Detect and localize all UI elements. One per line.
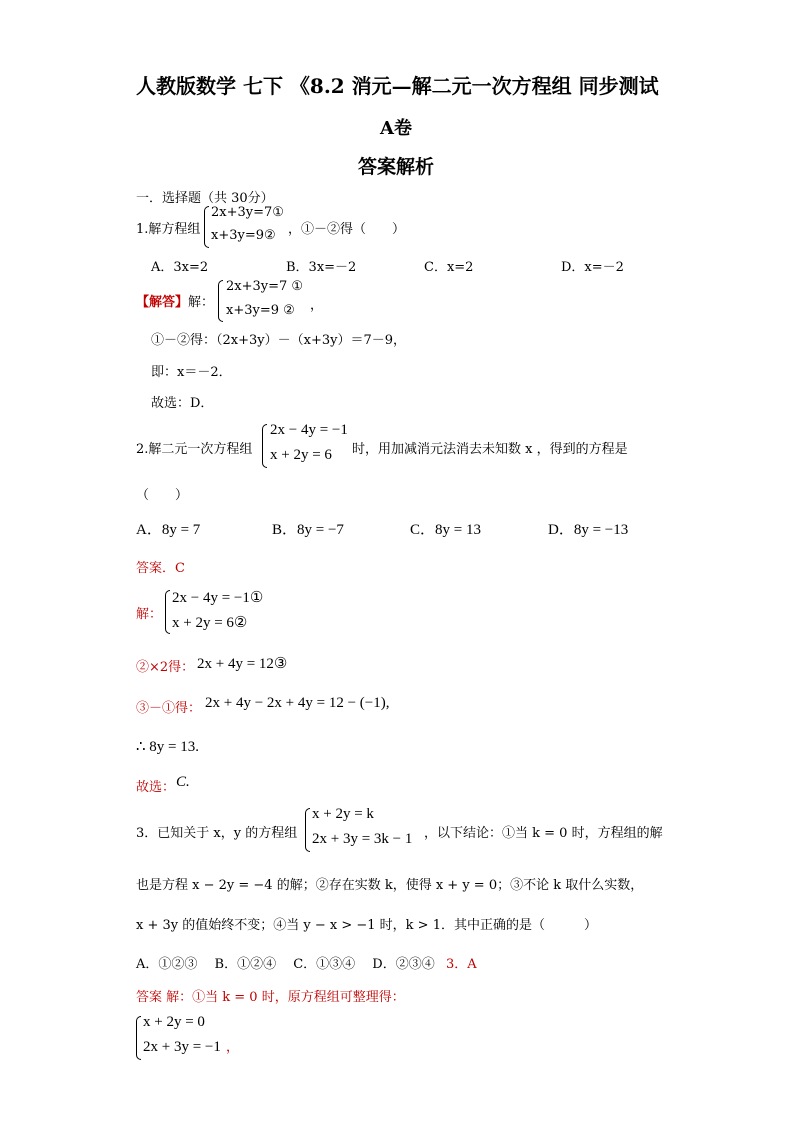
q1-step3: 故选：D． xyxy=(151,396,214,411)
q3-sol-eq2: 2x + 3y = −1 xyxy=(143,1039,221,1055)
q1-answer-brace xyxy=(218,280,223,322)
q2-step1-label: ②×2得： xyxy=(136,660,195,675)
q1-prefix: 1.解方程组 xyxy=(136,222,201,237)
page-title: 人教版数学 七下 《8.2 消元—解二元一次方程组 同步测试 xyxy=(136,74,659,98)
q2-step3: ∴ 8y = 13. xyxy=(136,739,200,755)
q3-sol-eq1: x + 2y = 0 xyxy=(143,1014,205,1030)
q1-option-a: A．3x=2 xyxy=(151,260,209,275)
q2-step2-label: ③－①得： xyxy=(136,701,202,716)
q1-step2: 即：x＝－2． xyxy=(151,365,232,380)
subtitle: 答案解析 xyxy=(358,156,435,178)
q1-eq2: x+3y=9② xyxy=(211,228,276,243)
q3-line2: 也是方程 x − 2y = −4 的解；②存在实数 k，使得 x + y = 0；③不论 k 取什么实数， xyxy=(136,878,644,893)
q2-option-c: C．8y = 13 xyxy=(410,522,481,538)
q3-brace xyxy=(305,808,310,852)
q2-sol-brace xyxy=(165,590,170,634)
q2-option-a: A．8y = 7 xyxy=(136,522,201,538)
q1-ans-comma: ， xyxy=(310,298,324,313)
q3-line3: x + 3y 的值始终不变；④当 y − x > −1 时，k > 1．其中正确的是（ ） xyxy=(136,918,597,933)
q2-brace xyxy=(262,424,267,468)
q1-suffix: ，①－②得（ ） xyxy=(288,222,406,237)
section-heading: 一．选择题（共 30分） xyxy=(136,191,274,206)
q3-eq2: 2x + 3y = 3k − 1 xyxy=(312,831,413,847)
q2-step1-eq: 2x + 4y = 12③ xyxy=(197,656,288,672)
q1-step1: ①－②得：（2x+3y）－（x+3y）＝7－9， xyxy=(151,333,406,348)
q1-option-b: B．3x=－2 xyxy=(286,260,357,275)
q2-prefix: 2.解二元一次方程组 xyxy=(136,442,253,457)
q2-eq2: x + 2y = 6 xyxy=(270,447,332,463)
q1-option-c: C．x=2 xyxy=(424,260,474,275)
q2-answer: 答案．C xyxy=(136,561,185,576)
q2-step2-eq: 2x + 4y − 2x + 4y = 12 − (−1), xyxy=(205,695,390,711)
q3-prefix: 3．已知关于 x，y 的方程组 xyxy=(136,826,298,841)
q3-sol-comma: ， xyxy=(226,1040,240,1055)
q1-ans-eq1: 2x+3y=7 ① xyxy=(226,279,304,294)
q3-answer-num: 3．A xyxy=(446,957,477,972)
q3-suffix: ，以下结论：①当 k = 0 时，方程组的解 xyxy=(424,826,663,841)
q2-eq1: 2x − 4y = −1 xyxy=(270,422,348,438)
q3-sol-brace xyxy=(136,1016,141,1060)
q2-jie: 解： xyxy=(136,607,163,622)
q1-answer-jie: 解： xyxy=(188,295,215,310)
q2-option-b: B．8y = −7 xyxy=(272,522,344,538)
q3-answer-line xyxy=(136,986,405,1005)
q2-sol-eq1: 2x − 4y = −1① xyxy=(172,590,264,606)
q2-step4-val: C. xyxy=(176,774,190,790)
q1-ans-eq2: x+3y=9 ② xyxy=(226,303,295,318)
q2-paren: （ ） xyxy=(136,488,189,503)
q1-brace xyxy=(204,206,209,248)
q2-sol-eq2: x + 2y = 6② xyxy=(172,615,248,631)
q2-suffix: 时，用加减消元法消去未知数 x ，得到的方程是 xyxy=(352,442,628,457)
q1-option-d: D．x=－2 xyxy=(561,260,624,275)
q1-answer-tag: 【解答】 xyxy=(136,295,189,310)
q3-answer-text: 答案 解：①当 k = 0 时，原方程组可整理得： xyxy=(136,990,405,1005)
q3-options: A．①②③ B．①②④ C．①③④ D．②③④ xyxy=(136,957,435,972)
q2-option-d: D．8y = −13 xyxy=(548,522,629,538)
q1-eq1: 2x+3y=7① xyxy=(211,205,284,220)
q3-eq1: x + 2y = k xyxy=(312,806,374,822)
q2-step4-label: 故选： xyxy=(136,780,176,795)
volume-label: A卷 xyxy=(380,118,412,139)
